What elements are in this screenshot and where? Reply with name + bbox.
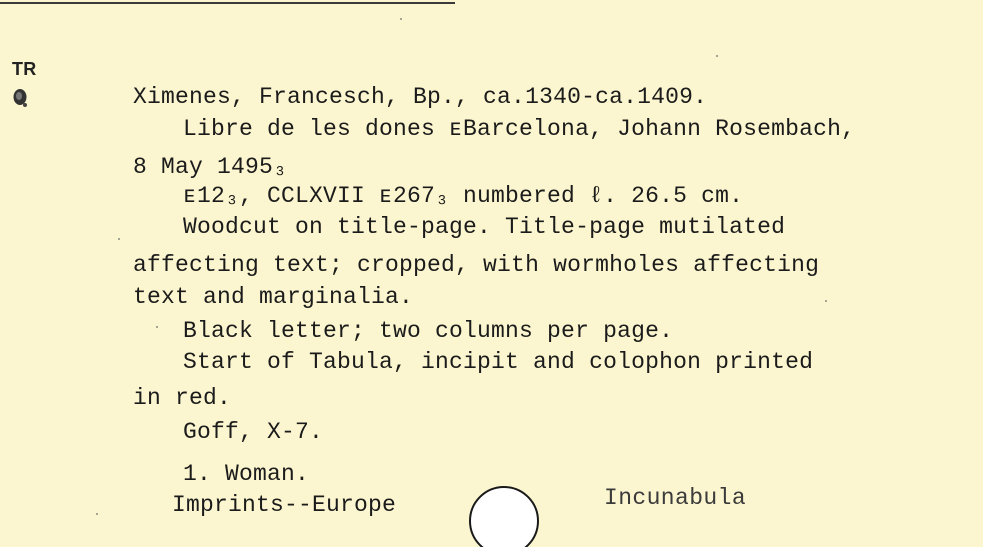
punch-hole (469, 486, 539, 547)
note-2: Black letter; two columns per page. (183, 318, 674, 344)
collation: ᴇ12₃, CCLXVII ᴇ267₃ numbered ℓ. 26.5 cm. (183, 183, 744, 209)
note-4: Goff, X-7. (183, 419, 324, 445)
note-1-line-3: text and marginalia. (133, 284, 414, 310)
title-line-2: 8 May 1495₃ (133, 154, 288, 180)
subject-heading-1: 1. Woman. (183, 461, 310, 487)
note-3-line-1: Start of Tabula, incipit and colophon printed (183, 349, 814, 375)
title-line-1: Libre de les dones ᴇBarcelona, Johann Rosembach, (183, 116, 856, 142)
speck (716, 55, 718, 57)
top-rule (0, 2, 455, 4)
speck (156, 326, 158, 328)
added-heading-2: Incunabula (604, 485, 747, 511)
note-3-line-2: in red. (133, 385, 232, 411)
note-1-line-1: Woodcut on title-page. Title-page mutilated (183, 214, 786, 240)
added-heading-1: Imprints--Europe (172, 492, 397, 518)
call-number: TR (12, 59, 37, 79)
speck (400, 18, 402, 20)
main-entry: Ximenes, Francesch, Bp., ca.1340-ca.1409. (133, 84, 708, 110)
speck (118, 238, 120, 240)
note-1-line-2: affecting text; cropped, with wormholes affecting (133, 252, 820, 278)
ink-blot-icon (11, 86, 29, 108)
speck (96, 513, 98, 515)
speck (825, 300, 827, 302)
